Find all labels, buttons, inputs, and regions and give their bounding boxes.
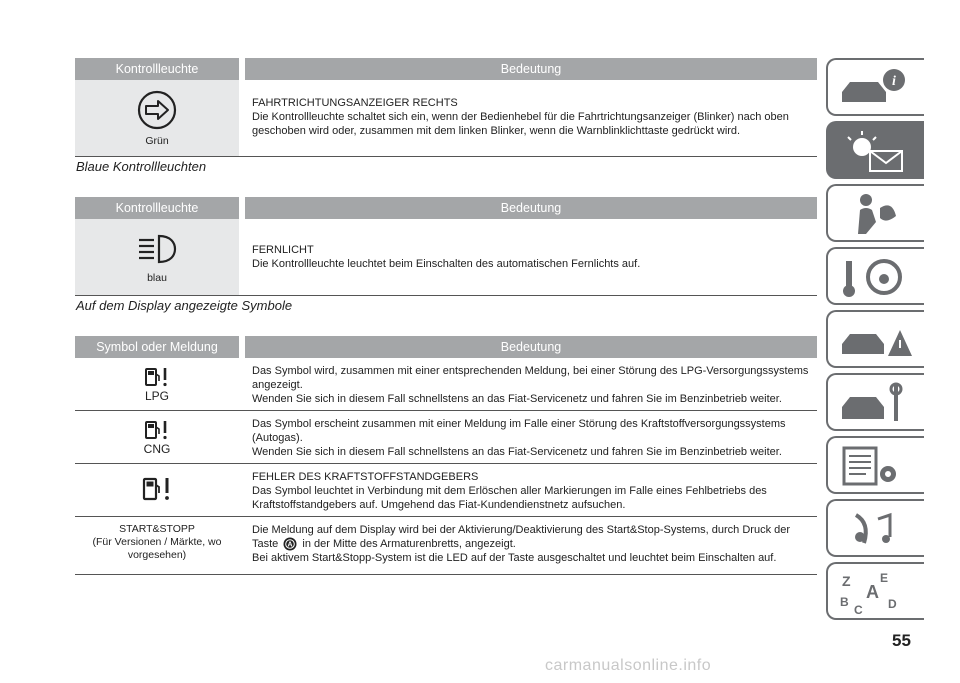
table-row	[75, 517, 817, 575]
multimedia-icon	[836, 505, 916, 553]
watermark: carmanualsonline.info	[545, 657, 712, 674]
fuel-pump-warning-icon	[144, 419, 170, 441]
entry-text: Wenden Sie sich in diesem Fall schnellstens an das Fiat-Servicenetz und fahren Sie im Benzinbetrieb weiter.	[252, 446, 782, 458]
symbol-cell	[75, 80, 239, 157]
technical-data-icon	[836, 442, 916, 490]
entry-text: Wenden Sie sich in diesem Fall schnellstens an das Fiat-Servicenetz und fahren Sie im Benzinbetrieb weiter.	[252, 393, 782, 405]
svg-text:D: D	[888, 597, 897, 611]
symbol-cell	[75, 358, 239, 411]
start-stop-button-icon	[283, 537, 297, 551]
tab-index[interactable]	[826, 562, 924, 620]
icon-caption: LPG	[144, 388, 169, 403]
meaning-cell	[245, 464, 817, 517]
entry-text: Die Meldung auf dem Display wird bei der Aktivierung/Deaktivierung des Start&Stop-Systems, durch Druck der Taste A in der Mitte des Armaturenbretts, angezeigt.	[252, 524, 791, 550]
meaning-cell	[245, 517, 817, 575]
meaning-cell	[245, 219, 817, 296]
entry-text: Bei aktivem Start&Stopp-System ist die LED auf der Taste ausgeschaltet und leuchtet beim Einschalten auf.	[252, 552, 777, 565]
table-row	[75, 219, 817, 296]
entry-text: Das Symbol leuchtet in Verbindung mit dem Erlöschen aller Markierungen im Falle eines Fehlbetriebs des Kraftstoffstandgebers auf. Umgehend das Fiat-Kundendienstnetz aufsuchen.	[252, 485, 767, 511]
tab-maintenance[interactable]	[826, 373, 924, 431]
index-abc-icon	[836, 568, 916, 616]
fuel-pump-warning-icon	[144, 366, 170, 388]
tab-emergency[interactable]	[826, 310, 924, 368]
symbol-cell	[75, 464, 239, 517]
high-beam-icon	[135, 231, 179, 267]
meaning-cell	[245, 80, 817, 157]
tab-multimedia[interactable]	[826, 499, 924, 557]
table-row	[75, 80, 817, 157]
column-header-meaning: Bedeutung	[245, 336, 817, 358]
entry-text: Die Kontrollleuchte schaltet sich ein, wenn der Bedienhebel für die Fahrtrichtungsanzeiger (Blinker) nach oben geschoben wird oder, zusammen mit dem linken Blinker, wenn die Warnblinklichttaste gedrückt wird.	[252, 111, 789, 137]
column-header-meaning: Bedeutung	[245, 58, 817, 80]
seatbelt-airbag-icon	[836, 190, 916, 238]
icon-caption: blau	[147, 271, 167, 284]
display-symbols-table	[75, 336, 817, 575]
section-heading: Auf dem Display angezeigte Symbole	[76, 298, 293, 313]
car-maintenance-icon	[836, 379, 916, 427]
car-emergency-icon	[836, 316, 916, 364]
arrow-right-circle-icon	[137, 90, 177, 130]
section-heading: Blaue Kontrollleuchten	[76, 159, 207, 174]
fuel-pump-warning-icon	[142, 476, 172, 502]
key-steering-wheel-icon	[836, 253, 916, 301]
entry-text: Die Kontrollleuchte leuchtet beim Einschalten des automatischen Fernlichts auf.	[252, 258, 641, 270]
table-row	[75, 411, 817, 464]
table-row	[75, 358, 817, 411]
table-row	[75, 464, 817, 517]
tab-warning-lights[interactable]	[826, 121, 924, 179]
warning-light-table-green	[75, 58, 817, 157]
page-content	[75, 58, 817, 575]
chapter-tabs	[826, 58, 926, 625]
meaning-cell	[245, 358, 817, 411]
symbol-label: START&STOPP	[119, 523, 195, 535]
column-header-warning-light: Kontrollleuchte	[75, 58, 239, 80]
entry-title: FAHRTRICHTUNGSANZEIGER RECHTS	[252, 97, 458, 109]
svg-text:A: A	[287, 541, 293, 549]
column-header-warning-light: Kontrollleuchte	[75, 197, 239, 219]
entry-title: FEHLER DES KRAFTSTOFFSTANDGEBERS	[252, 471, 479, 483]
svg-text:B: B	[840, 595, 849, 609]
car-info-icon	[836, 64, 916, 112]
warning-light-message-icon	[836, 127, 916, 175]
svg-text:C: C	[854, 603, 863, 616]
tab-starting-driving[interactable]	[826, 247, 924, 305]
symbol-cell	[75, 219, 239, 296]
tab-technical-data[interactable]	[826, 436, 924, 494]
svg-text:A: A	[866, 582, 879, 602]
column-header-symbol: Symbol oder Meldung	[75, 336, 239, 358]
svg-text:Z: Z	[842, 573, 851, 589]
entry-text: Das Symbol erscheint zusammen mit einer Meldung im Falle einer Störung des Kraftstoffversorgungssystems (Autogas).	[252, 418, 786, 444]
page-number: 55	[892, 631, 911, 650]
column-header-meaning: Bedeutung	[245, 197, 817, 219]
entry-text: Das Symbol wird, zusammen mit einer entsprechenden Meldung, bei einer Störung des LPG-Versorgungssystems angezeigt.	[252, 365, 809, 391]
tab-car-info[interactable]	[826, 58, 924, 116]
symbol-label-note: (Für Versionen / Märkte, wo vorgesehen)	[92, 536, 222, 561]
tab-safety[interactable]	[826, 184, 924, 242]
svg-text:i: i	[892, 74, 896, 89]
entry-title: FERNLICHT	[252, 244, 314, 256]
warning-light-table-blue	[75, 197, 817, 296]
meaning-cell	[245, 411, 817, 464]
icon-caption: CNG	[143, 441, 171, 456]
symbol-cell	[75, 517, 239, 575]
symbol-cell	[75, 411, 239, 464]
svg-text:E: E	[880, 571, 889, 585]
icon-caption: Grün	[145, 134, 169, 147]
